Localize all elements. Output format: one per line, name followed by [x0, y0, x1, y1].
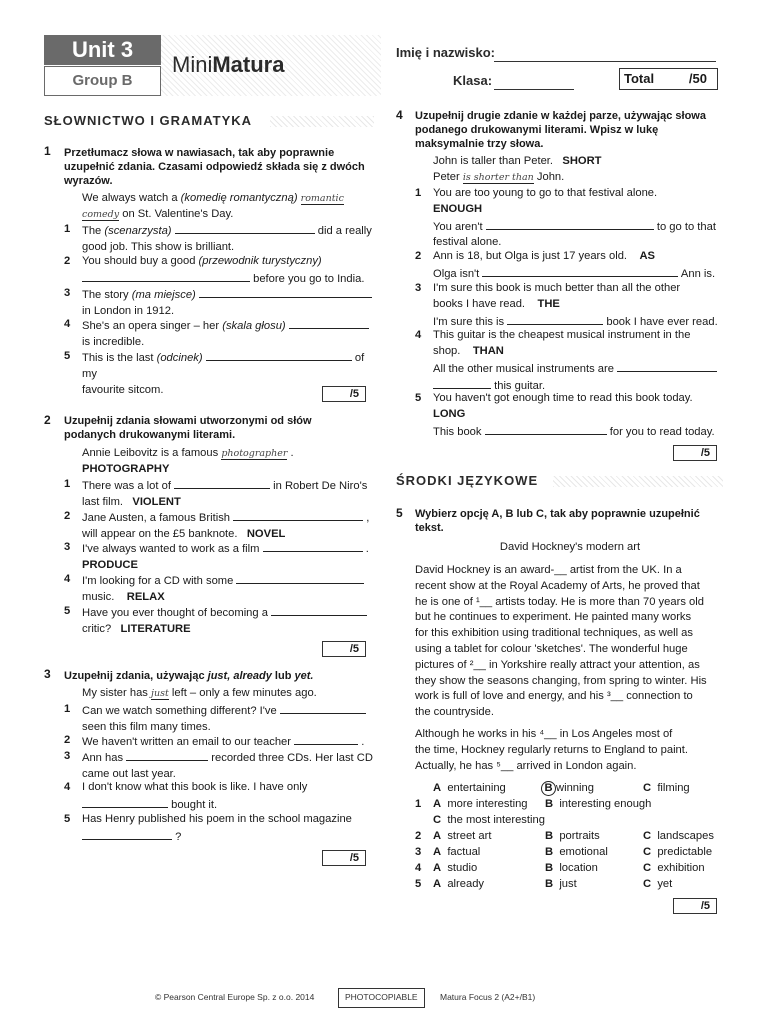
ex2-instruction: Uzupełnij zdania słowami utworzonymi od słów podanych drukowanymi literami.: [64, 415, 312, 441]
answer-blank[interactable]: [233, 509, 363, 521]
ex4-item-2: 2 Ann is 18, but Olga is just 17 years old. AS Olga isn't Ann is.: [415, 250, 716, 280]
text-title: David Hockney's modern art: [499, 541, 641, 553]
answer-blank[interactable]: [507, 313, 603, 325]
option-4-c[interactable]: C exhibition: [643, 862, 705, 874]
unit-label: Unit 3: [44, 35, 161, 65]
option-3-b[interactable]: B emotional: [545, 846, 608, 858]
option-0-a[interactable]: A entertaining: [433, 782, 506, 794]
answer-blank[interactable]: [289, 317, 369, 329]
answer-blank[interactable]: [174, 477, 270, 489]
answer-blank[interactable]: [617, 360, 717, 372]
option-5-b[interactable]: B just: [545, 878, 577, 890]
answer-blank[interactable]: [82, 796, 168, 808]
ex4-score-box: /5: [673, 445, 717, 461]
option-4-b[interactable]: B location: [545, 862, 598, 874]
ex5-options: A entertaining B winning C filming 1 A more interesting B interesting enough C the most interesting 2 A street art B portraits C landscapes 3 A factual B emotional C predictable 4 A studio B location C exhibition 5 A already B just C yet: [415, 781, 735, 893]
ex4-item-5: 5 You haven't got enough time to read this book today. LONG This book for you to read today.: [415, 392, 715, 438]
name-label: Imię i nazwisko:: [396, 45, 495, 60]
answer-blank[interactable]: [482, 265, 678, 277]
ex2-item-3: 3 I've always wanted to work as a film . PRODUCE: [64, 541, 369, 571]
option-0-c[interactable]: C filming: [643, 782, 690, 794]
answer-blank[interactable]: [206, 349, 352, 361]
section-language-means: [396, 473, 538, 491]
option-1-a[interactable]: A more interesting: [433, 798, 528, 810]
total-score-box: Total /50: [619, 68, 718, 90]
ex5-number: 5: [396, 506, 403, 520]
ex1-number: 1: [44, 144, 51, 158]
ex1-score-box: /5: [322, 386, 366, 402]
ex1-item-2: 2 You should buy a good (przewodnik turystyczny) before you go to India.: [64, 255, 365, 285]
ex3-item-4: 4 I don't know what this book is like. I have only bought it.: [64, 781, 308, 811]
answer-blank[interactable]: [236, 572, 364, 584]
option-5-c[interactable]: C yet: [643, 878, 673, 890]
option-0-b[interactable]: B winning: [543, 781, 594, 797]
answer-blank[interactable]: [82, 828, 172, 840]
ex4-item-4: 4 This guitar is the cheapest musical instrument in the shop. THAN All the other musical instruments are this guitar.: [415, 328, 733, 395]
option-2-a[interactable]: A street art: [433, 830, 492, 842]
ex4-instruction: Uzupełnij drugie zdanie w każdej parze, używając słowa podanego drukowanymi literami. Wpisz w lukę maksymalnie trzy słowa.: [415, 110, 706, 150]
ex1-instruction: Przetłumacz słowa w nawiasach, tak aby poprawnie uzupełnić zdania. Czasami odpowiedź składa się z dwóch wyrazów.: [64, 147, 365, 187]
ex1-item-1: 1 The (scenarzysta) did a really good job. This show is brilliant.: [64, 223, 372, 253]
footer-photocopiable: PHOTOCOPIABLE: [338, 988, 425, 1008]
ex2-example: Annie Leibovitz is a famous photographer . PHOTOGRAPHY: [82, 447, 294, 475]
answer-blank[interactable]: [294, 733, 358, 745]
option-2-b[interactable]: B portraits: [545, 830, 600, 842]
name-field[interactable]: [494, 47, 716, 62]
section-stripe: [270, 116, 374, 127]
answer-blank[interactable]: [175, 222, 315, 234]
class-label: Klasa:: [453, 73, 493, 88]
section-title: ŚRODKI JĘZYKOWE: [396, 473, 539, 488]
answer-blank[interactable]: [280, 702, 366, 714]
ex1-item-3: 3 The story (ma miejsce) in London in 1912.: [64, 286, 376, 320]
option-1-c[interactable]: C the most interesting: [433, 814, 545, 826]
class-field[interactable]: [494, 75, 574, 90]
answer-blank[interactable]: [271, 604, 367, 616]
option-3-a[interactable]: A factual: [433, 846, 481, 858]
ex4-number: 4: [396, 108, 403, 122]
ex3-number: 3: [44, 667, 51, 681]
ex4-example: John is taller than Peter. SHORT Peter is shorter than John.: [433, 155, 602, 183]
answer-blank[interactable]: [82, 270, 250, 282]
answer-blank[interactable]: [485, 423, 607, 435]
section-title: SŁOWNICTWO I GRAMATYKA: [44, 113, 253, 128]
ex1-example: We always watch a (komedię romantyczną) romantic comedy on St. Valentine's Day.: [82, 192, 344, 220]
ex2-score-box: /5: [322, 641, 366, 657]
ex4-item-3: 3 I'm sure this book is much better than all the other books I have read. THE I'm sure this is book I have ever read.: [415, 282, 718, 328]
option-5-a[interactable]: A already: [433, 878, 485, 890]
answer-blank[interactable]: [263, 540, 363, 552]
footer-copyright: © Pearson Central Europe Sp. z o.o. 2014: [155, 992, 315, 1002]
option-3-c[interactable]: C predictable: [643, 846, 713, 858]
ex2-item-1: 1 There was a lot of in Robert De Niro's last film. VIOLENT: [64, 478, 368, 508]
ex5-score-box: /5: [673, 898, 717, 914]
ex4-item-1: 1 You are too young to go to that festival alone. ENOUGH You aren't to go to that festival alone.: [415, 187, 716, 249]
ex3-score-box: /5: [322, 850, 366, 866]
ex3-instruction: Uzupełnij zdania, używając just, already lub yet.: [64, 670, 314, 682]
ex2-item-4: 4 I'm looking for a CD with some music. RELAX: [64, 572, 376, 606]
ex2-item-2: 2 Jane Austen, a famous British , will appear on the £5 banknote. NOVEL: [64, 510, 370, 540]
ex2-item-5: 5 Have you ever thought of becoming a critic? LITERATURE: [64, 604, 376, 638]
ex1-item-5: 5 This is the last (odcinek) of my favourite sitcom.: [64, 350, 365, 396]
answer-blank[interactable]: [126, 749, 208, 761]
answer-blank[interactable]: [199, 286, 372, 298]
answer-blank[interactable]: [486, 218, 654, 230]
option-4-a[interactable]: A studio: [433, 862, 478, 874]
ex2-number: 2: [44, 413, 51, 427]
ex3-item-5: 5 Has Henry published his poem in the school magazine ?: [64, 813, 352, 843]
text-paragraph-2: Although he works in his ⁴__ in Los Angeles most of the time, Hockney regularly returns to England to paint. Actually, he has ⁵__ arrived in London again.: [415, 728, 688, 772]
ex3-item-2: 2 We haven't written an email to our teacher .: [64, 734, 365, 748]
option-1-b[interactable]: B interesting enough: [545, 798, 652, 810]
text-paragraph-1: David Hockney is an award-__ artist from the UK. In a recent show at the Royal Academy of Arts, he proved that he is one of ¹__ artists today. He is more than 70 years old but he continues to experiment. He painted many works for this exhibition using traditional techniques, as well as using a tablet for colour 'sketches'. The wonderful huge pictures of ²__ in Yorkshire really attract your attention, as they show the seasons changing, from spring to winter. His work is full of love and energy, and his ³__ connection to the countryside.: [415, 564, 707, 719]
option-2-c[interactable]: C landscapes: [643, 830, 714, 842]
brand-title: MiniMatura: [172, 52, 285, 77]
ex3-example: My sister has just left – only a few minutes ago.: [82, 687, 317, 699]
section-stripe: [553, 476, 723, 487]
ex1-item-4: 4 She's an opera singer – her (skala głosu) is incredible.: [64, 317, 376, 351]
ex3-item-3: 3 Ann has recorded three CDs. Her last CD came out last year.: [64, 750, 373, 780]
footer-course: Matura Focus 2 (A2+/B1): [440, 992, 536, 1002]
group-label: Group B: [44, 66, 161, 96]
ex3-item-1: 1 Can we watch something different? I've seen this film many times.: [64, 702, 376, 736]
answer-blank[interactable]: [433, 377, 491, 389]
ex5-instruction: Wybierz opcję A, B lub C, tak aby poprawnie uzupełnić tekst.: [415, 508, 700, 534]
